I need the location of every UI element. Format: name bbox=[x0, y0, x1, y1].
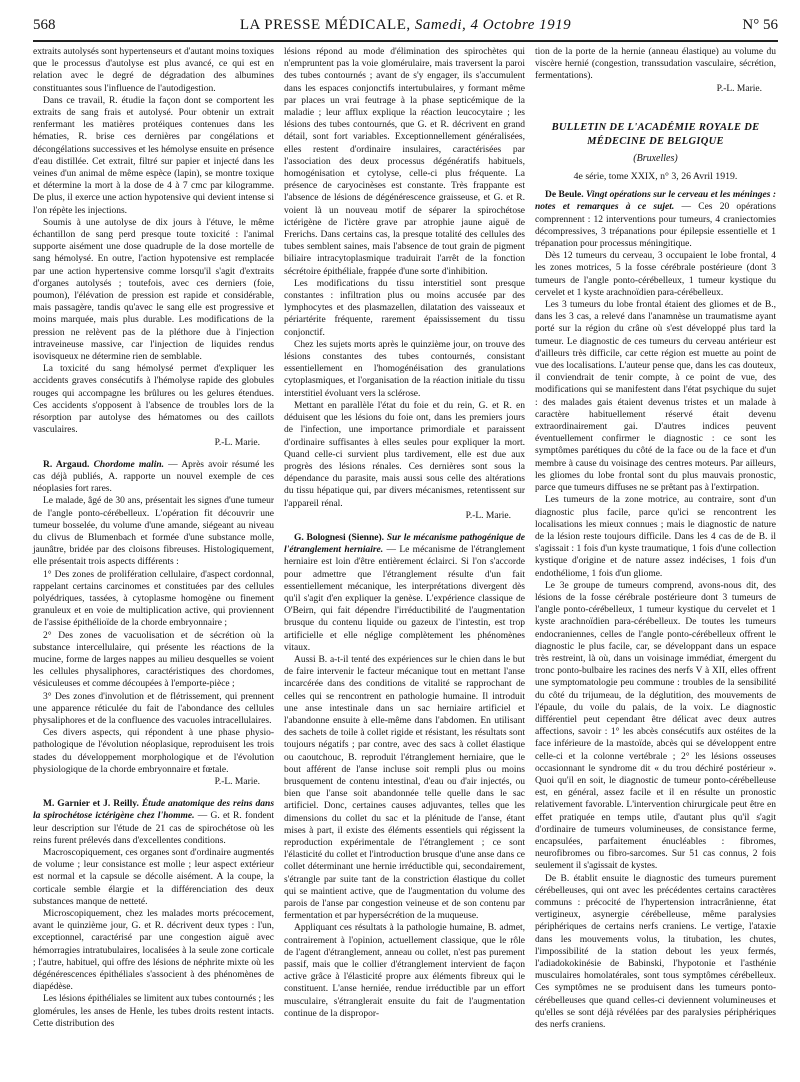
bulletin-city: (Bruxelles) bbox=[633, 152, 678, 164]
bulletin-issue-info: 4e série, tome XXIX, n° 3, 26 Avril 1919. bbox=[573, 171, 738, 183]
article-title: Étude anatomique des reins dans la spirochétose ictérigène chez l'homme. bbox=[33, 799, 275, 822]
article-text: — Ces 20 opérations comprennent : 12 interventions pour tumeurs, 4 craniectomies décompressives, 3 trépanations pour épilepsie essentielle et 1 trépanation pour processus méningitique. bbox=[535, 202, 776, 250]
running-head bbox=[33, 14, 778, 36]
paragraph: 1° Des zones de prolifération cellulaire, d'aspect cordonnal, rappelant certains carcinomes et constituées par des cellules polyédriques, tassées, à cytoplasme homogène ou finement granuleux et en voie de multiplication active, qui proviennent de l'assise épithélioïde de la chorde embryonnaire ; bbox=[33, 569, 274, 629]
issue-date: Samedi, 4 Octobre 1919 bbox=[414, 17, 572, 33]
article-title: Vingt opérations sur le cerveau et les méninges : notes et remarques à ce sujet. bbox=[535, 190, 776, 213]
paragraph: Le 3e groupe de tumeurs comprend, avons-nous dit, des lésions de la fosse cérébrale postérieure dont 3 tumeurs de l'angle ponto-cérébelleux, 1 tumeur kystique du cervelet et 1 kyste arachnoïdien para-cérébelleux. De toutes les tumeurs endocraniennes, celles de l'angle ponto-cérébelleux offrent le diagnostic le plus facile, car, se développant dans un espace très restreint, là où, dans un voisinage immédiat, émergent du tronc ponto-bulbaire les racines des nerfs V à XII, elles offrent une symptomatologie peu commune : troubles de la sensibilité du côté du trijumeau, de la déglutition, des mouvements de l'épaule, du voile du palais, de la voix. Le diagnostic différentiel peut cependant être délicat avec deux autres affections, savoir : 1° les abcès consécutifs aux ostéites de la face inférieure de la mastoïde, abcès qui se développent entre celle-ci et la colonne vertébrale ; 2° les lésions osseuses occasionnant le syndrome dit « du trou déchiré postérieur ». Quoi qu'il en soit, le diagnostic de tumeur ponto-cérébelleuse est, en général, assez facile et il en résulte un pronostic relativement favorable. L'intervention chirurgicale peut être en effet pratiquée en temps utile, d'autant plus qu'il s'agit d'ordinaire de tumeurs volumineuses, de consistance ferme, encapsulées, parfaitement énucléables : fibromes, neurofibromes ou fibro-sarcomes. Sur 51 cas connus, 2 fois seulement il s'agissait de kystes. bbox=[535, 580, 776, 872]
article-author: De Beule. bbox=[545, 190, 584, 201]
paragraph: Mettant en parallèle l'état du foie et du rein, G. et R. en déduisent que les lésions du foie ont, dans les premiers jours de l'infection, une importance primordiale et paraissent d'ordinaire suffisantes à elles seules pour expliquer la mort. Quand celle-ci survient plus tardivement, elle est due aux progrès des lésions rénales. Ces dernières sont sous la dépendance du parasite, mais aussi sous celle des altérations du tissu hépatique qui, par divers mécanismes, retentissent sur l'appareil rénal. bbox=[284, 400, 525, 509]
paragraph: La toxicité du sang hémolysé permet d'expliquer les accidents graves consécutifs à l'hémolyse rapide des globules rouges qui accompagne les brûlures ou les gelures étendues. Ces accidents s'opposent à l'absence de troubles lors de la résorption par autolyse des hématomes ou des caillots vasculaires. bbox=[33, 364, 274, 436]
article-title: Sur le mécanisme pathogénique de l'étranglement herniaire. bbox=[284, 532, 526, 556]
paragraph: Les 3 tumeurs du lobe frontal étaient des gliomes et de B., dans les 3 cas, a relevé dans l'anamnèse un traumatisme ayant porté sur la région du crâne où s'est développé plus tard la tumeur. Le diagnostic de ces tumeurs du cerveau antérieur est d'ailleurs très difficile, car cette région est muette au point de vue des localisations. L'auteur pense que, dans les cas douteux, il conviendrait de tenir compte, à ce point de vue, des modifications qui se manifestent dans l'état psychique du sujet : des malades gais étaient devenus tristes et un malade à caractère habituellement réservé était devenu extraordinairement gai. D'autres indices peuvent éventuellement confirmer le diagnostic : ce sont les symptômes parétiques du côté de la face ou de la face et d'un membre à cause du voisinage des centres moteurs. Par ailleurs, les gliomes du lobe frontal sont du plus mauvais pronostic, parce que tumeurs diffuses ne se prêtant pas à l'extirpation. bbox=[535, 300, 776, 494]
page-header bbox=[33, 14, 778, 36]
article-lead bbox=[33, 459, 274, 496]
signature: P.-L. Marie. bbox=[214, 437, 260, 448]
paragraph: Les tumeurs de la zone motrice, au contraire, sont d'un diagnostic plus facile, parce qu'ici se rencontrent les localisations les mieux connues ; mais le diagnostic de nature de la lésion reste toujours difficile. Dans les 4 cas de de B. il s'agissait : 1 fois d'un kyste traumatique, 1 fois d'une collection kystique d'origine et de nature assez indécises, 1 fois d'un endothéliome, 1 fois d'un gliome. bbox=[535, 495, 776, 579]
paragraph: Microscopiquement, chez les malades morts précocement, avant le quinzième jour, G. et R. décrivent deux types : l'un, exceptionnel, caractérisé par une congestion aiguë avec hémorragies intratubulaires, localisées à la seule zone corticale ; l'autre, habituel, qui offre des lésions de néphrite mixte où les dégénérescences épithéliales s'associent à des phénomènes de diapédèse. bbox=[33, 909, 274, 993]
paragraph: De B. établit ensuite le diagnostic des tumeurs purement cérébelleuses, qui ont avec les précédentes certains caractères communs : précocité de l'hypertension intracrânienne, état vertigineux, asynergie cérébelleuse, même paralysies périphériques de certains nerfs craniens. Le vertige, l'ataxie dans les mouvements volus, la titubation, les chutes, l'impossibilité de la station debout les yeux fermés, l'adiadokokinésie de Babinski, l'hypotonie et l'asthénie musculaires homolatérales, sont tous symptômes cérébelleux. Ces symptômes ne se produisent dans les tumeurs ponto-cérébelleuses que quand celles-ci deviennent volumineuses et qu'elles se sont déjà révélées par des paralysies périphériques des nerfs craniens. bbox=[535, 873, 776, 1031]
column-3 bbox=[535, 46, 776, 1031]
issue-number: N° 56 bbox=[742, 17, 778, 33]
header-rule bbox=[33, 40, 778, 42]
page-number: 568 bbox=[33, 17, 56, 33]
paragraph: Appliquant ces résultats à la pathologie humaine, B. admet, contrairement à l'opinion, actuellement classique, que le rôle de l'agent d'étranglement, anneau ou collet, n'est pas purement passif, mais que le collier d'étranglement intervient de façon active grâce à l'élasticité propre aux éléments fibreux qui le constituent. L'anse herniée, rendue irréductible par un effort musculaire, s'étranglerait ensuite du fait de l'augmentation continue de la dispropor- bbox=[284, 923, 525, 1019]
paragraph: Le malade, âgé de 30 ans, présentait les signes d'une tumeur de l'angle ponto-cérébelleux. L'opération fit découvrir une tumeur bosselée, du volume d'une amande, siégeant au niveau du clivus de Blumenbach et formée d'une substance molle, jaunâtre, bridée par des cloisons fibreuses. Histologiquement, elle présentait trois aspects différents : bbox=[33, 496, 274, 568]
article-lead bbox=[284, 532, 525, 654]
paragraph: Soumis à une autolyse de dix jours à l'étuve, le même échantillon de sang perd presque toute toxicité : l'animal supporte aisément une dose quadruple de la dose mortelle de sang hémolysé. En outre, l'action hypotensive est remplacée par une action hypertensive comme lorsqu'il s'agit d'extraits d'organes autolysés ; toutefois, avec ces derniers (foie, poumon), l'élévation de pression est rapide et considérable, mais passagère, tandis qu'avec le sang elle est progressive et moins marquée, mais plus durable. Les modifications de la pression ne relèvent pas de la pléthore due à l'injection intraveineuse massive, car l'injection de liquides rendus isovisqueux ne détermine rien de semblable. bbox=[33, 217, 274, 363]
paragraph: Ces divers aspects, qui répondent à une phase physio-pathologique de l'évolution néoplasique, reproduisent les trois stades du développement morphologique et de l'évolution physiologique de la chorde embryonnaire et fœtale. bbox=[33, 728, 274, 775]
paragraph: Macroscopiquement, ces organes sont d'ordinaire augmentés de volume ; leur consistance est molle ; leur aspect extérieur est normal et la capsule se décolle aisément. A la coupe, la corticale semble élargie et la différenciation des deux substances manque de netteté. bbox=[33, 848, 274, 907]
signature: P.-L. Marie. bbox=[465, 510, 511, 521]
signature: P.-L. Marie. bbox=[716, 83, 762, 94]
column-1 bbox=[33, 46, 274, 1031]
article-author: G. Bolognesi (Sienne). bbox=[294, 532, 384, 543]
article-text: — G. et R. fondent leur description sur l'étude de 21 cas de spirochétose où les reins furent prélevés dans d'excellentes conditions. bbox=[33, 811, 274, 846]
paragraph: Chez les sujets morts après le quinzième jour, on trouve des lésions constantes des tubes contournés, consistant essentiellement en l'homogénéisation des granulations cytoplasmiques, et l'organisation de la réaction initiale du tissu interstitiel évoluant vers la sclérose. bbox=[284, 339, 525, 399]
text-columns bbox=[33, 46, 778, 1031]
paragraph: lésions répond au mode d'élimination des spirochètes qui n'empruntent pas la voie glomérulaire, mais traversent la paroi des tubes contournés ; avant de s'y engager, ils s'accumulent dans les espaces conjonctifs intertubulaires, y formant même par places un vrai feutrage à la phase septicémique de la maladie ; leur afflux explique la réaction leucocytaire ; les lésions des tubes contournés, que G. et R. décrivent en grand détail, sont fort variables. Exceptionnellement généralisées, elles restent d'ordinaire insulaires, caractérisées par l'association des deux processus dégénératifs habituels, homogénisation et cytolyse, celle-ci plus fréquente. La présence de caryocinèses est constante. Très frappante est l'absence de lésions de dégénérescence graisseuse, et G. et R. voient là un nouveau motif de séparer la spirochétose ictérigène de l'ictère grave par atrophie jaune aiguë de Frerichs. Dans certains cas, la presque totalité des cellules des tubes semblent saines, mais l'absence de tout grain de pigment biliaire intracytoplasmique traduirait l'arrêt de la fonction sécrétoire épithéliale, frappée d'une sorte d'inhibition. bbox=[284, 47, 525, 277]
article-lead bbox=[535, 189, 776, 250]
article-author: R. Argaud. bbox=[43, 459, 90, 470]
paragraph: Les modifications du tissu interstitiel sont presque constantes : infiltration plus ou moins accusée par des lymphocytes et des plasmazellen, dilatation des vaisseaux et périartérite fréquente, rarement épaississement du tissu conjonctif. bbox=[284, 278, 525, 338]
article-text: — Le mécanisme de l'étranglement herniaire est loin d'être entièrement éclairci. Si l'on s'accorde pour admettre que l'étranglement résulte d'un fait essentiellement mécanique, les interprétations divergent dès qu'il s'agit d'en expliquer la genèse. L'expérience classique de O'Beirn, qui fait dépendre l'irréductibilité de l'augmentation brusque du contenu liquide ou gazeux de l'intestin, est trop artificielle et elle néglige complètement les phénomènes vitaux. bbox=[284, 545, 525, 653]
bulletin-title: BULLETIN DE L'ACADÉMIE ROYALE DE MÉDECINE DE BELGIQUE bbox=[551, 121, 760, 147]
paragraph: 3° Des zones d'involution et de flétrissement, qui prennent une apparence réticulée du fait de l'abondance des cellules physaliphores et de la confluence des vacuoles intracellulaires. bbox=[33, 691, 274, 726]
article-author: M. Garnier et J. Reilly. bbox=[43, 799, 139, 810]
signature: P.-L. Marie. bbox=[214, 776, 260, 787]
paragraph: Dès 12 tumeurs du cerveau, 3 occupaient le lobe frontal, 4 les zones motrices, 5 la fosse cérébrale postérieure (dont 3 tumeurs de l'angle ponto-cérébelleux, 1 tumeur kystique du cervelet et 1 kyste arachnoïdien para-cérébelleux. bbox=[535, 251, 776, 298]
paragraph: Aussi B. a-t-il tenté des expériences sur le chien dans le but de faire intervenir le facteur mécanique tout en mettant l'anse incarcérée dans des conditions de vitalité se rapprochant de celles qui se rencontrent en pathologie humaine. Il introduit une anse intestinale dans un sac herniaire artificiel et l'abandonne ensuite à elle-même dans l'abdomen. En utilisant des sachets de toile à collet rigide et résistant, les résultats sont toujours négatifs ; par contre, avec des sacs à collet élastique ou caoutchouc, B. reproduit l'étranglement herniaire, que le bout afférent de l'anse incluse soit rempli plus ou moins brusquement de contenu intestinal, d'eau ou d'air injectés, ou bien que l'anse soit abandonnée telle quelle dans le sac artificiel. Donc, certaines causes adjuvantes, telles que les dimensions du collet du sac et la plénitude de l'anse, étant mises à part, il existe des éléments essentiels qui régissent la reproduction expérimentale de l'étranglement ; ce sont l'élasticité du collet et l'introduction brusque d'une anse dans ce collet déterminant une hernie irréductible qui, secondairement, s'étrangle par suite tant de la constriction élastique du collet qui se maintient active, que de l'augmentation du volume des parois de l'anse par congestion veineuse et de son contenu par fermentation et par hypersécrétion de la muqueuse. bbox=[284, 654, 525, 922]
article-text: — Après avoir résumé les cas déjà publiés, A. rapporte un nouvel exemple de ces néoplasies fort rares. bbox=[33, 459, 275, 495]
column-2 bbox=[284, 46, 525, 1031]
journal-title: LA PRESSE MÉDICALE, bbox=[239, 17, 411, 33]
paragraph: Les lésions épithéliales se limitent aux tubes contournés ; les glomérules, les anses de Henle, les tubes droits restent intacts. Cette distribution des bbox=[33, 994, 274, 1029]
paragraph: Dans ce travail, R. étudie la façon dont se comportent les extraits de sang frais et autolysé. Pour obtenir un extrait renfermant les matières protéiques contenues dans les hématies, R. brise ces dernières par congélations et décongélations successives et les hémolyse ensuite en présence d'eau distillée. Cet extrait, filtré sur papier et injecté dans les veines d'un animal de même espèce (lapin), se montre toxique et détermine la mort à la dose de 4 à 7 cmc par kilogramme. De plus, il exerce une action hypotensive qui devient intense si l'on répète les injections. bbox=[33, 95, 274, 216]
article-lead bbox=[33, 798, 274, 847]
article-title: Chordome malin. bbox=[93, 459, 164, 470]
paragraph: extraits autolysés sont hypertenseurs et d'autant moins toxiques que le processus d'autolyse est plus avancé, ce qui est en relation avec le degré de dégradation des albumines constituantes sous l'influence de l'autodigestion. bbox=[33, 47, 274, 94]
paragraph: 2° Des zones de vacuolisation et de sécrétion où la substance intercellulaire, qui présente les réactions de la mucine, forme de larges nappes au milieu desquelles se voient les cellules physaliphores, caractéristiques des chordomes, vésiculeuses et comme découpées à l'emporte-pièce ; bbox=[33, 630, 274, 690]
paragraph: tion de la porte de la hernie (anneau élastique) au volume du viscère hernié (congestion, transsudation vasculaire, sécrétion, fermentations). bbox=[535, 47, 776, 82]
